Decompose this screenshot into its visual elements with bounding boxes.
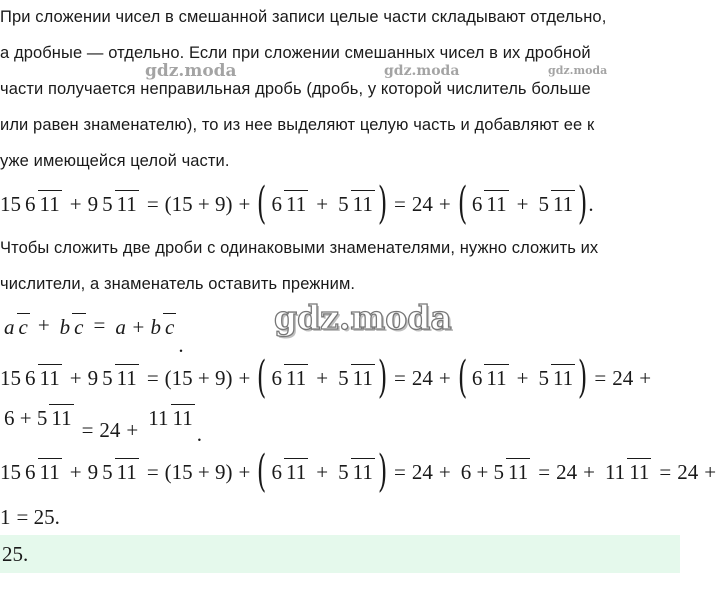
text-line-4: или равен знаменателю), то из нее выделяют целую часть и добавляют ее к	[0, 116, 595, 134]
equation-rule: a c + b c = a + b c .	[4, 313, 184, 357]
watermark-3: gdz.moda	[548, 64, 608, 77]
text-line-7: числители, а знаменатель оставить прежним.	[0, 275, 356, 293]
equation-2-line-1: 15 6 11 + 9 5 11 = (15 + 9) + ( 6 11 + 5 11 ) = 24 + ( 6 11 + 5 11 ) = 24 +	[0, 352, 652, 403]
watermark-1: gdz.moda	[145, 61, 237, 81]
equation-3-line-2: 1 = 25.	[0, 504, 60, 529]
fraction: 5 11	[102, 192, 137, 216]
watermark-2: gdz.moda	[384, 63, 460, 79]
answer-value: 25.	[2, 541, 29, 566]
text-line-5: уже имеющейся целой части.	[0, 152, 230, 170]
text-line-1: При сложении чисел в смешанной записи целые части складывают отдельно,	[0, 8, 607, 26]
equation-2-line-2: 6 + 5 11 = 24 + 11 11 .	[4, 406, 202, 446]
text-line-3: части получается неправильная дробь (дробь, у которой числитель больше	[0, 80, 591, 98]
answer-box	[0, 535, 680, 573]
text-line-6: Чтобы сложить две дроби с одинаковыми знаменателями, нужно сложить их	[0, 239, 599, 257]
text-line-2: а дробные — отдельно. Если при сложении смешанных чисел в их дробной	[0, 44, 591, 62]
watermark-large: gdz.moda	[274, 298, 452, 337]
fraction: 6 11	[25, 192, 60, 216]
equation-3-line-1: 15 6 11 + 9 5 11 = (15 + 9) + ( 6 11 + 5 11 ) = 24 + 6 + 5 11 = 24 + 11 11 = 24 +	[0, 446, 717, 497]
equation-1: 15 6 11 + 9 5 11 = (15 + 9) + ( 6 11 + 5 11 ) = 24 + ( 6 11 + 5 11 ) .	[0, 178, 594, 229]
